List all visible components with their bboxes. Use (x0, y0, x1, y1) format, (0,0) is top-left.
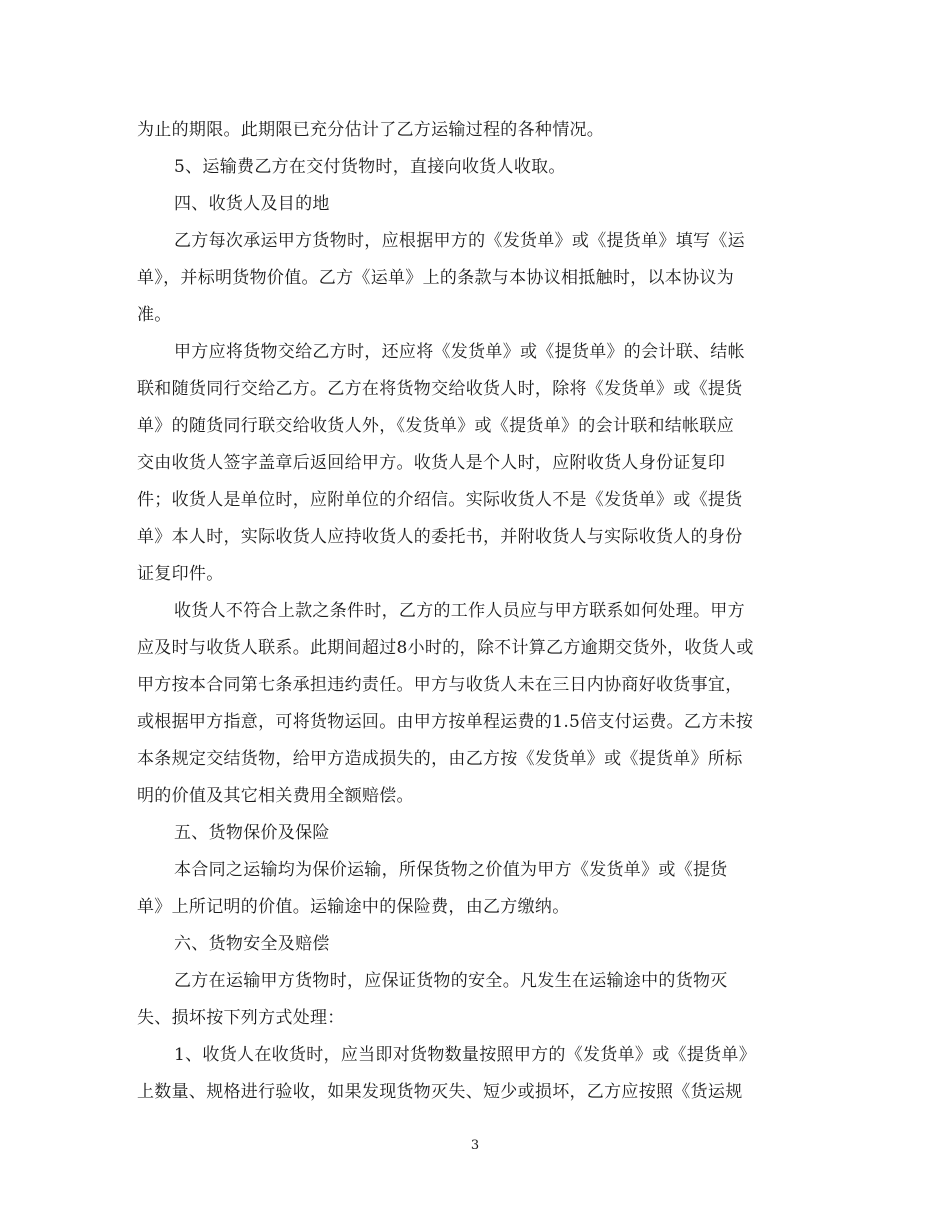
text-line: 件；收货人是单位时，应附单位的介绍信。实际收货人不是《发货单》或《提货 (137, 490, 743, 510)
section-heading: 五、货物保价及保险 (174, 823, 330, 843)
text-line: 本合同之运输均为保价运输，所保货物之价值为甲方《发货单》或《提货 (174, 860, 728, 880)
text-line: 甲方按本合同第七条承担违约责任。甲方与收货人未在三日内协商好收货事宜， (137, 675, 743, 695)
text-line: 5、运输费乙方在交付货物时，直接向收货人收取。 (174, 157, 566, 177)
section-heading: 四、收货人及目的地 (174, 194, 330, 214)
text-line: 单》上所记明的价值。运输途中的保险费，由乙方缴纳。 (137, 897, 570, 917)
page-number: 3 (470, 1138, 480, 1153)
text-line: 单》的随货同行联交给收货人外，《发货单》或《提货单》的会计联和结帐联应 (137, 416, 734, 436)
text-line: 单》本人时，实际收货人应持收货人的委托书，并附收货人与实际收货人的身份 (137, 527, 743, 547)
text-line: 单》，并标明货物价值。乙方《运单》上的条款与本协议相抵触时，以本协议为 (137, 268, 734, 288)
text-line: 1、收货人在收货时，应当即对货物数量按照甲方的《发货单》或《提货单》 (174, 1045, 757, 1065)
text-line: 失、损坏按下列方式处理： (137, 1008, 345, 1028)
text-line: 交由收货人签字盖章后返回给甲方。收货人是个人时，应附收货人身份证复印 (137, 453, 726, 473)
text-line: 准。 (137, 305, 172, 325)
text-line: 本条规定交结货物，给甲方造成损失的，由乙方按《发货单》或《提货单》所标 (137, 749, 743, 769)
text-line: 应及时与收货人联系。此期间超过8小时的，除不计算乙方逾期交货外，收货人或 (137, 638, 754, 658)
text-line: 上数量、规格进行验收，如果发现货物灭失、短少或损坏，乙方应按照《货运规 (137, 1082, 743, 1102)
text-line: 明的价值及其它相关费用全额赔偿。 (137, 786, 414, 806)
text-line: 乙方在运输甲方货物时，应保证货物的安全。凡发生在运输途中的货物灭 (174, 971, 728, 991)
text-line: 甲方应将货物交给乙方时，还应将《发货单》或《提货单》的会计联、结帐 (174, 342, 745, 362)
text-line: 证复印件。 (137, 564, 224, 584)
text-line: 或根据甲方指意，可将货物运回。由甲方按单程运费的1.5倍支付运费。乙方未按 (137, 712, 754, 732)
text-line: 收货人不符合上款之条件时，乙方的工作人员应与甲方联系如何处理。甲方 (174, 601, 745, 621)
text-line: 为止的期限。此期限已充分估计了乙方运输过程的各种情况。 (137, 120, 605, 140)
text-line: 联和随货同行交给乙方。乙方在将货物交给收货人时，除将《发货单》或《提货 (137, 379, 743, 399)
section-heading: 六、货物安全及赔偿 (174, 934, 330, 954)
text-line: 乙方每次承运甲方货物时，应根据甲方的《发货单》或《提货单》填写《运 (174, 231, 745, 251)
